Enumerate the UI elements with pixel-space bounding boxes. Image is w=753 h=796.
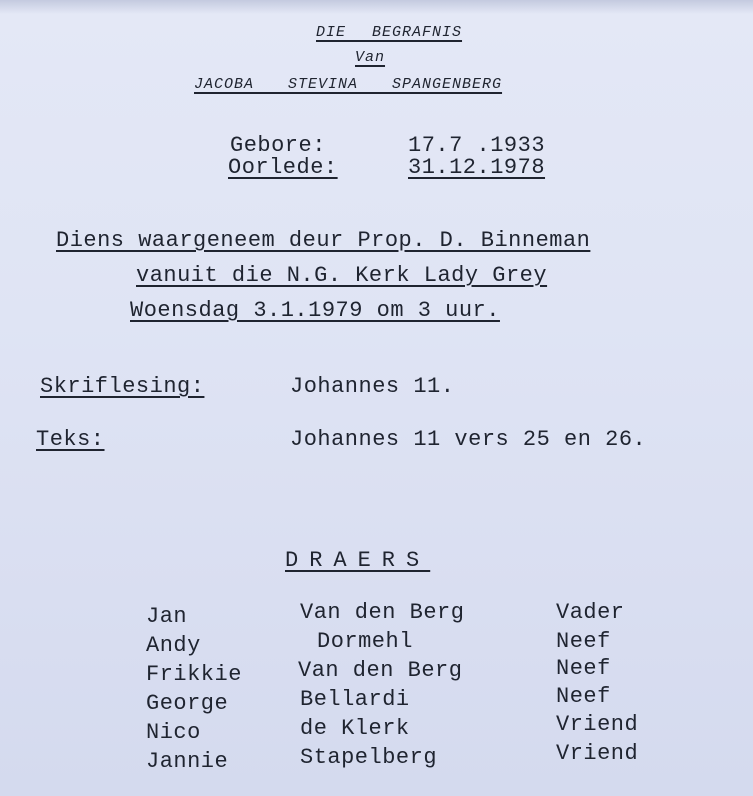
text-label (36, 427, 105, 452)
heading-line-1: DIE BEGRAFNIS (316, 24, 463, 41)
pallbearer-first-5: Nico (146, 720, 201, 745)
text-label-word: Teks: (36, 427, 105, 452)
service-line-2: vanuit die N.G. Kerk Lady Grey (136, 263, 548, 288)
page-edge-shadow (0, 0, 753, 14)
born-label: Gebore: (230, 133, 326, 158)
service-line-3: Woensdag 3.1.1979 om 3 uur. (130, 298, 500, 323)
heading-line-2: Van (355, 49, 386, 66)
pallbearer-relation-2: Neef (556, 629, 611, 654)
pallbearer-last-2: Dormehl (317, 629, 413, 654)
pallbearer-first-3: Frikkie (146, 662, 242, 687)
born-value: 17.7 .1933 (408, 133, 546, 158)
pallbearer-first-6: Jannie (146, 749, 229, 774)
pallbearer-relation-6: Vriend (556, 741, 639, 766)
scripture-value: Johannes 11. (290, 374, 455, 399)
pallbearer-last-4: Bellardi (300, 687, 410, 712)
pallbearer-last-6: Stapelberg (300, 745, 438, 770)
pallbearer-relation-1: Vader (556, 600, 625, 625)
text-value: Johannes 11 vers 25 en 26. (290, 427, 647, 452)
heading-name: JACOBA STEVINA SPANGENBERG (194, 76, 503, 93)
pallbearer-relation-5: Vriend (556, 712, 639, 737)
pallbearer-last-5: de Klerk (300, 716, 410, 741)
pallbearer-last-3: Van den Berg (298, 658, 463, 683)
pallbearer-relation-4: Neef (556, 684, 611, 709)
died-label: Oorlede: (228, 155, 338, 180)
scripture-label: Skriflesing: (40, 374, 205, 399)
pallbearer-relation-3: Neef (556, 656, 611, 681)
pallbearers-title: DRAERS (285, 548, 431, 573)
pallbearer-first-1: Jan (146, 604, 188, 629)
pallbearer-first-4: George (146, 691, 229, 716)
pallbearer-first-2: Andy (146, 633, 201, 658)
pallbearer-last-1: Van den Berg (300, 600, 465, 625)
died-value: 31.12.1978 (408, 155, 546, 180)
service-line-1: Diens waargeneem deur Prop. D. Binneman (56, 228, 591, 253)
